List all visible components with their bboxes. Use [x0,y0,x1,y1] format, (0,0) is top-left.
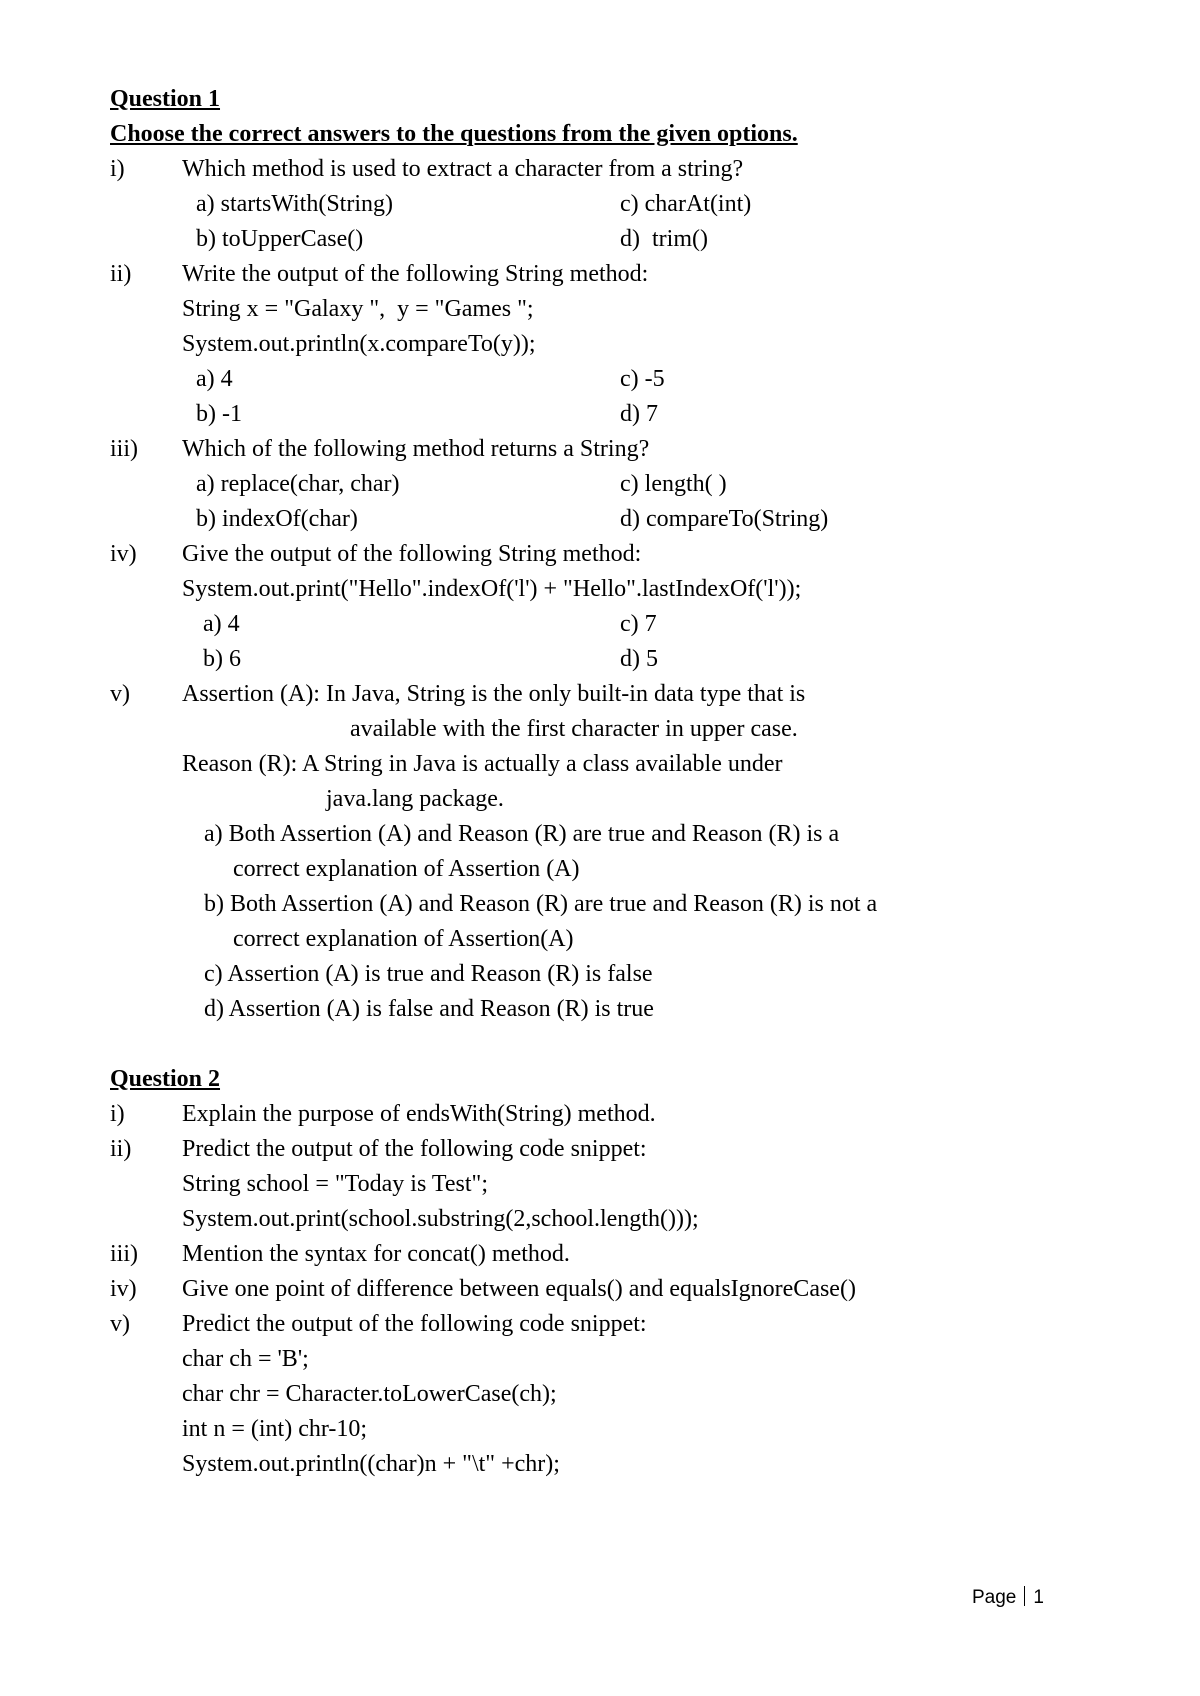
q1-i-option-b: b) toUpperCase() [196,226,364,252]
q1-iv-option-c: c) 7 [620,611,657,637]
q2-v-number: v) [110,1311,130,1337]
q1-v-assertion-line-1: Assertion (A): In Java, String is the only built-in data type that is [182,681,806,707]
footer-separator [1024,1586,1025,1606]
q1-i-text: Which method is used to extract a character from a string? [182,156,744,182]
q2-i-number: i) [110,1101,125,1127]
q1-i-option-c: c) charAt(int) [620,191,752,217]
q2-ii-text: Predict the output of the following code snippet: [182,1136,647,1162]
q2-v-code-line-3: int n = (int) chr-10; [182,1416,368,1442]
q1-ii-option-a: a) 4 [196,366,233,392]
q1-iii-option-a: a) replace(char, char) [196,471,400,497]
q1-v-option-c: c) Assertion (A) is true and Reason (R) is false [204,961,653,987]
q1-iv-option-a: a) 4 [203,611,240,637]
q1-v-reason-line-2: java.lang package. [326,786,504,812]
q1-iv-number: iv) [110,541,137,567]
q1-v-option-b-line-1: b) Both Assertion (A) and Reason (R) are true and Reason (R) is not a [204,891,878,917]
question-1-instruction: Choose the correct answers to the questions from the given options. [110,121,798,147]
q1-ii-text: Write the output of the following String method: [182,261,649,287]
q1-i-option-a: a) startsWith(String) [196,191,393,217]
q2-v-code-line-2: char chr = Character.toLowerCase(ch); [182,1381,557,1407]
q1-ii-code-line-2: System.out.println(x.compareTo(y)); [182,331,536,357]
q1-iv-code-line-1: System.out.print("Hello".indexOf('l') + "Hello".lastIndexOf('l')); [182,576,802,602]
q1-ii-option-c: c) -5 [620,366,665,392]
q1-ii-number: ii) [110,261,132,287]
q1-iii-option-d: d) compareTo(String) [620,506,829,532]
page-number: 1 [1033,1587,1044,1608]
q1-iv-option-d: d) 5 [620,646,658,672]
q1-v-reason-line-1: Reason (R): A String in Java is actually a class available under [182,751,783,777]
q2-v-code-line-4: System.out.println((char)n + "\t" +chr); [182,1451,560,1477]
q2-ii-code-line-2: System.out.print(school.substring(2,school.length())); [182,1206,699,1232]
q1-iii-option-b: b) indexOf(char) [196,506,358,532]
q1-v-option-a-line-1: a) Both Assertion (A) and Reason (R) are true and Reason (R) is a [204,821,840,847]
q2-iii-number: iii) [110,1241,138,1267]
q1-iii-text: Which of the following method returns a String? [182,436,650,462]
q2-v-text: Predict the output of the following code snippet: [182,1311,647,1337]
q1-iv-option-b: b) 6 [203,646,241,672]
q1-ii-option-d: d) 7 [620,401,658,427]
q2-iii-text: Mention the syntax for concat() method. [182,1241,570,1267]
q1-i-number: i) [110,156,125,182]
q2-iv-text: Give one point of difference between equals() and equalsIgnoreCase() [182,1276,856,1302]
page-footer [972,1586,1044,1610]
q1-iii-option-c: c) length( ) [620,471,727,497]
q1-v-number: v) [110,681,130,707]
q1-ii-option-b: b) -1 [196,401,242,427]
q1-i-option-d: d) trim() [620,226,708,252]
q1-ii-code-line-1: String x = "Galaxy ", y = "Games "; [182,296,534,322]
q1-v-option-d: d) Assertion (A) is false and Reason (R) is true [204,996,654,1022]
page-label: Page [972,1587,1017,1608]
q1-v-option-a-line-2: correct explanation of Assertion (A) [233,856,580,882]
q1-iv-text: Give the output of the following String method: [182,541,642,567]
question-2-title: Question 2 [110,1066,221,1092]
q2-ii-number: ii) [110,1136,132,1162]
q1-iii-number: iii) [110,436,138,462]
q2-ii-code-line-1: String school = "Today is Test"; [182,1171,488,1197]
q2-i-text: Explain the purpose of endsWith(String) method. [182,1101,656,1127]
question-1-title: Question 1 [110,86,221,112]
q1-v-assertion-line-2: available with the first character in upper case. [350,716,798,742]
q2-v-code-line-1: char ch = 'B'; [182,1346,309,1372]
q2-iv-number: iv) [110,1276,137,1302]
q1-v-option-b-line-2: correct explanation of Assertion(A) [233,926,574,952]
